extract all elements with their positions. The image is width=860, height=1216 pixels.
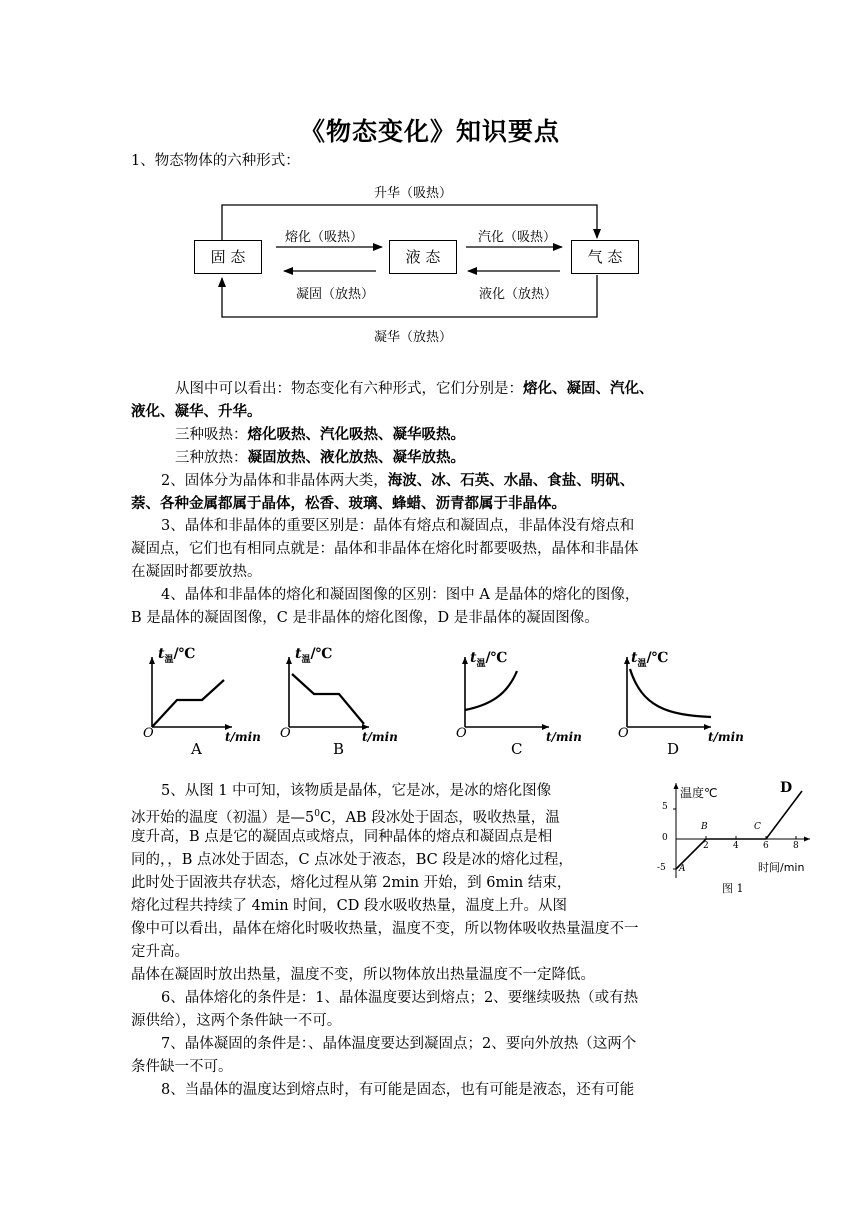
xtick-6: 6 [763,841,769,851]
para-2-bold: 海波、冰、石英、水晶、食盐、明矾、 [387,472,635,489]
liquid-state-box: 液 态 [389,240,457,274]
para-6-line-2: 源供给），这两个条件缺一不可。 [131,1013,342,1029]
deposition-arrow [222,275,597,317]
para-5-line-7: 像中可以看出，晶体在熔化时吸收热量，温度不变，所以物体吸收热量温度不一 [131,921,639,937]
graph-a-ylabel: $t_温/℃$ [158,646,196,665]
para-8-line-1: 8、当晶体的温度达到熔点时，有可能是固态，也有可能是液态，还有可能 [161,1082,635,1098]
para-six-forms-bold2: 液化、凝华、升华。 [131,403,262,420]
graph-d-xlabel: t/min [708,730,744,744]
point-c-label: C [754,822,761,832]
ytick-0: 0 [662,833,668,843]
solid-state-box: 固 态 [194,240,262,274]
point-d-label: D [780,780,793,796]
xtick-8: 8 [793,841,799,851]
graph-b-caption: B [333,740,345,758]
para-5-line-8: 定升高。 [131,944,189,960]
graph-a-origin: O [143,726,154,741]
graph-a-caption: A [191,740,202,758]
ytick-5: 5 [662,802,668,812]
figure-1-caption: 图 1 [722,882,744,895]
para-six-forms [175,377,654,401]
para-5-line-5: 此时处于固液共存状态，熔化过程从第 2min 开始，到 6min 结束， [131,875,572,891]
para-2-bold2: 萘、各种金属都属于晶体，松香、玻璃、蜂蜡、沥青都属于非晶体。 [131,495,566,512]
figure-1-curve [676,791,802,869]
graph-b-xlabel: t/min [362,730,398,744]
release-heat-line [175,446,465,470]
state-change-diagram [0,0,860,360]
graph-b [289,657,369,727]
liquefaction-label: 液化（放热） [479,287,558,302]
para-5-line-4: 同的，，B 点冰处于固态，C 点冰处于液态，BC 段是冰的熔化过程， [131,852,573,868]
para-5-line-1: 5、从图 1 中可知，该物质是晶体，它是冰，是冰的熔化图像 [161,783,552,799]
para-2-text: 2、固体分为晶体和非晶体两大类， [161,473,388,489]
para-six-forms-text: 从图中可以看出：物态变化有六种形式，它们分别是： [175,381,523,397]
ytick-neg5: -5 [657,863,666,873]
para-3-line-3: 在凝固时都要放热。 [131,564,262,580]
deposition-label: 凝华（放热） [374,330,453,345]
para-6-line-1: 6、晶体熔化的条件是：1、晶体温度要达到熔点；2、要继续吸热（或有热 [161,990,639,1006]
graph-c-origin: O [456,726,467,741]
graph-d-caption: D [667,740,680,758]
para-2 [161,469,634,493]
page-title: 《物态变化》知识要点 [299,117,560,146]
para-7-line-1: 7、晶体凝固的条件是：、晶体温度要达到凝固点；2、要向外放热（这两个 [161,1036,637,1052]
figure-1-ylabel: 温度℃ [680,786,718,800]
para-six-forms-bold: 熔化、凝固、汽化、 [523,380,654,397]
para-4-line-1: 4、晶体和非晶体的熔化和凝固图像的区别：图中 A 是晶体的熔化的图像， [161,587,640,603]
point-a-label: A [679,864,686,874]
graph-a-xlabel: t/min [225,730,261,744]
graph-d [627,657,711,727]
point-b-label: B [701,822,708,832]
graph-c-xlabel: t/min [546,730,582,744]
absorb-heat-list: 熔化吸热、汽化吸热、凝华吸热。 [247,426,465,443]
section-1-heading: 1、物态物体的六种形式： [131,153,300,169]
para-5-line-9: 晶体在凝固时放出热量，温度不变，所以物体放出热量温度不一定降低。 [131,967,595,983]
release-heat-list: 凝固放热、液化放热、凝华放热。 [247,449,465,466]
gas-state-box: 气 态 [571,240,639,274]
para-5-line-3: 度升高，B 点是它的凝固点或熔点，同种晶体的熔点和凝固点是相 [131,829,553,845]
absorb-heat-line [175,423,465,447]
figure-1 [650,778,820,900]
para-3-line-2: 凝固点，它们也有相同点就是：晶体和非晶体在熔化时都要吸热，晶体和非晶体 [131,541,639,557]
para-3-line-1: 3、晶体和非晶体的重要区别是：晶体有熔点和凝固点，非晶体没有熔点和 [161,518,635,534]
xtick-4: 4 [733,841,739,851]
absorb-heat-label: 三种吸热： [175,427,248,443]
graph-b-ylabel: $t_温/℃$ [295,646,333,665]
graph-c-caption: C [511,740,523,758]
para-5-line-6: 熔化过程共持续了 4min 时间，CD 段水吸收热量，温度上升。从图 [131,898,567,914]
para-5-line-2: 冰开始的温度（初温）是$—5^0C$，AB 段冰处于固态，吸收热量，温 [131,809,560,826]
graph-d-ylabel: $t_温/℃$ [631,650,669,669]
release-heat-label: 三种放热： [175,450,248,466]
sublimation-arrow [222,205,597,241]
graph-d-origin: O [618,726,629,741]
figure-1-xlabel: 时间/min [758,861,805,874]
graph-a [152,657,232,727]
diagram-lines [0,0,860,360]
graph-c-ylabel: $t_温/℃$ [470,650,508,669]
para-2-cont [131,492,566,516]
melting-label: 熔化（吸热） [285,230,364,245]
para-7-line-2: 条件缺一不可。 [131,1059,233,1075]
freezing-label: 凝固（放热） [296,287,375,302]
vaporization-label: 汽化（吸热） [478,230,557,245]
xtick-2: 2 [703,841,709,851]
para-4-line-2: B 是晶体的凝固图像，C 是非晶体的熔化图像，D 是非晶体的凝固图像。 [131,610,599,626]
graph-b-origin: O [280,726,291,741]
graph-c [465,657,549,727]
para-six-forms-cont [131,400,262,424]
sublimation-label: 升华（吸热） [374,186,453,201]
